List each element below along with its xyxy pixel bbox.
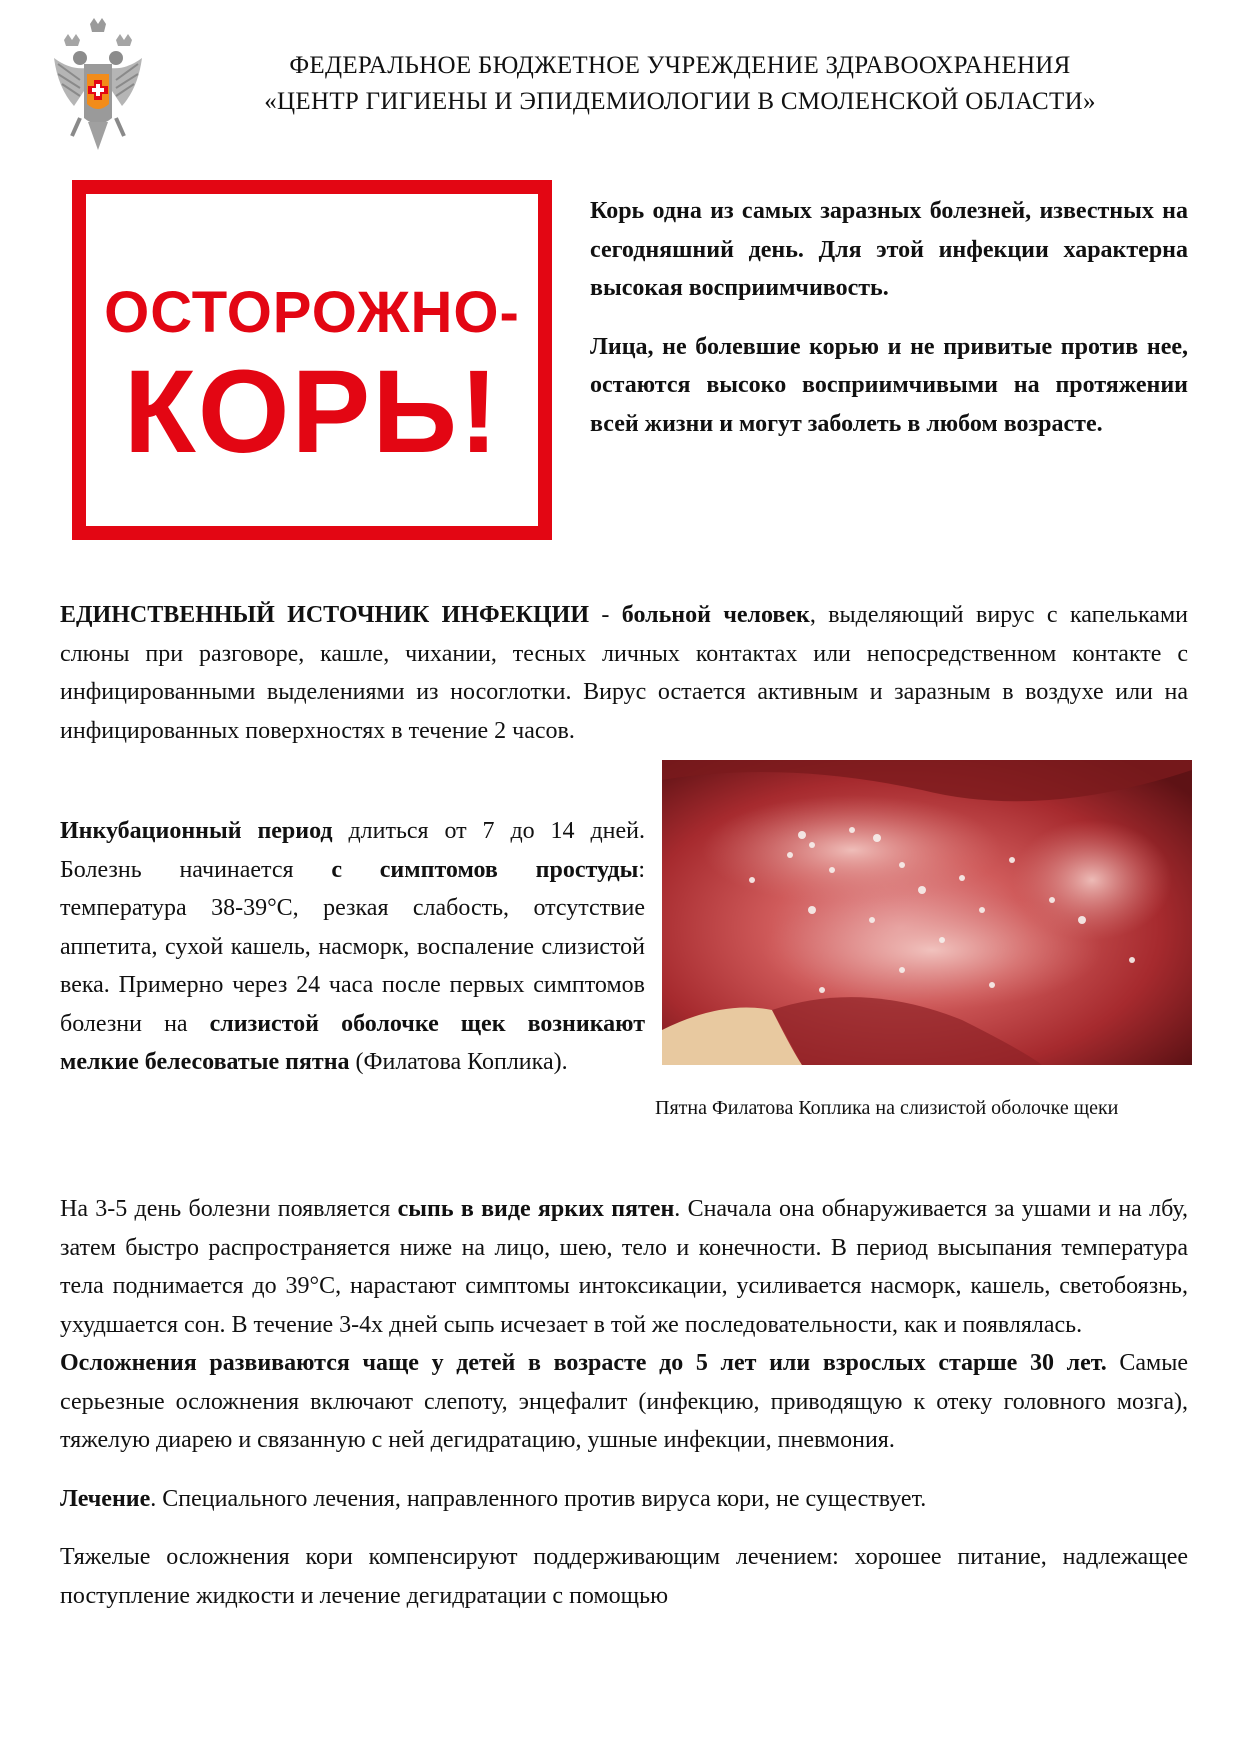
- organization-line-1: ФЕДЕРАЛЬНОЕ БЮДЖЕТНОЕ УЧРЕЖДЕНИЕ ЗДРАВООХРАНЕНИЯ: [289, 52, 1071, 79]
- photo-caption: Пятна Филатова Коплика на слизистой оболочке щеки: [655, 1097, 1119, 1119]
- koplik-spots-photo: [662, 760, 1192, 1065]
- warning-line-1: ОСТОРОЖНО-: [104, 280, 520, 345]
- source-dash: -: [589, 602, 622, 628]
- complications-bold: Осложнения развиваются чаще у детей в возрасте до 5 лет или взрослых старше 30 лет.: [60, 1350, 1107, 1376]
- organization-line-2: «ЦЕНТР ГИГИЕНЫ И ЭПИДЕМИОЛОГИИ В СМОЛЕНСКОЙ ОБЛАСТИ»: [264, 88, 1096, 115]
- warning-line-2: КОРЬ!: [123, 346, 501, 478]
- incubation-text-1: длиться от 7 до 14 дней. Болезнь начинается: [60, 818, 645, 883]
- incubation-paragraph: [60, 812, 645, 1082]
- source-bold: больной человек: [621, 602, 810, 628]
- incubation-text-2: : температура 38-39°С, резкая слабость, отсутствие аппетита, сухой кашель, насморк, воспаление слизистой века. Примерно через 24 часа после первых симптомов болезни на: [60, 856, 645, 1037]
- rash-text-2: . Сначала она обнаруживается за ушами и на лбу, затем быстро распространяется ниже на лицо, шею, тело и конечности. В период высыпания температура тела поднимается до 39°С, нарастают симптомы интоксикации, усиливается насморк, кашель, светобоязнь, ухудшается сон. В течение 3-4х дней сыпь исчезает в той же последовательности, как и появлялась.: [60, 1196, 1188, 1338]
- infection-source-paragraph: [60, 596, 1188, 750]
- incubation-heading: Инкубационный период: [60, 818, 333, 844]
- treatment-heading: Лечение: [60, 1485, 151, 1512]
- incubation-bold-2: с симптомов простуды: [331, 856, 639, 883]
- incubation-text-3: (Филатова Коплика).: [349, 1049, 568, 1075]
- intro-paragraph-1: Корь одна из самых заразных болезней, известных на сегодняшний день. Для этой инфекции характерна высокая восприимчивость.: [590, 198, 1188, 301]
- rash-text-1: На 3-5 день болезни появляется: [60, 1196, 398, 1222]
- organization-header: [160, 48, 1200, 120]
- rash-bold: сыпь в виде ярких пятен: [397, 1196, 675, 1222]
- intro-paragraph-2: Лица, не болевшие корью и не привитые против нее, остаются высоко восприимчивыми на протяжении всей жизни и могут заболеть в любом возрасте.: [590, 333, 1188, 437]
- treatment-text: . Специального лечения, направленного против вируса кори, не существует.: [150, 1485, 927, 1512]
- incubation-bold-3: слизистой оболочке щек возникают мелкие белесоватые пятна: [60, 1010, 645, 1075]
- source-heading: ЕДИНСТВЕННЫЙ ИСТОЧНИК ИНФЕКЦИИ: [60, 602, 590, 628]
- rash-paragraph: [60, 1190, 1188, 1615]
- source-text: , выделяющий вирус с капельками слюны при разговоре, кашле, чихании, тесных личных контактах или непосредственном контакте с инфицированными выделениями из носоглотки. Вирус остается активным и заразным в воздухе или на инфицированных поверхностях в течение 2 часов.: [60, 602, 1188, 744]
- intro-text: [590, 192, 1188, 463]
- warning-banner: [72, 180, 552, 540]
- complications-text: Самые серьезные осложнения включают слепоту, энцефалит (инфекцию, приводящую к отеку головного мозга), тяжелую диарею и связанную с ней дегидратацию, ушные инфекции, пневмония.: [60, 1350, 1189, 1453]
- support-paragraph: Тяжелые осложнения кори компенсируют поддерживающим лечением: хорошее питание, надлежащее поступление жидкости и лечение дегидратации с помощью: [60, 1544, 1188, 1609]
- double-headed-eagle-emblem-icon: [50, 18, 146, 156]
